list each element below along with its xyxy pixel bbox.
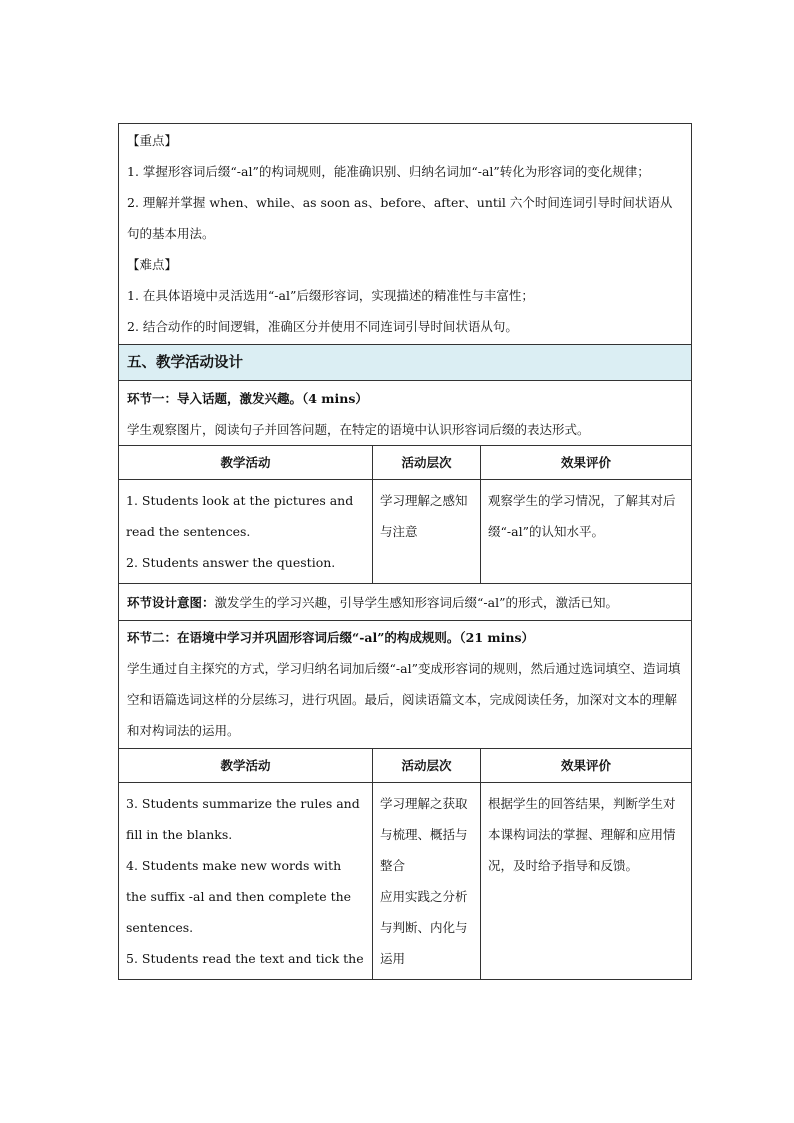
key-point-item: 1. 掌握形容词后缀“-al”的构词规则，能准确识别、归纳名词加“-al”转化为形容词的变化规律； (127, 164, 650, 179)
step1-intro (119, 380, 691, 445)
lesson-plan-table (118, 123, 692, 980)
activity-item: 1. Students look at the pictures and read the sentences. (126, 493, 354, 539)
key-point-item: 2. 理解并掌握 when、while、as soon as、before、after、until 六个时间连词引导时间状语从句的基本用法。 (127, 195, 673, 241)
intent-label: 环节设计意图： (127, 595, 215, 610)
step2-table-row (119, 782, 691, 979)
key-points-heading: 【重点】 (127, 133, 178, 148)
step1-level: 学习理解之感知与注意 (372, 480, 480, 583)
activity-item: 2. Students answer the question. (126, 555, 336, 570)
step2-intro (119, 620, 691, 748)
section-title: 五、教学活动设计 (119, 344, 691, 380)
key-points-block (119, 124, 691, 344)
header-level: 活动层次 (372, 446, 480, 479)
step1-table-row (119, 479, 691, 583)
step1-intent (119, 583, 691, 620)
activity-item: 4. Students make new words with the suffix -al and then complete the sentences. (126, 858, 352, 935)
level-item: 应用实践之分析与判断、内化与运用 (380, 889, 468, 966)
difficult-points-heading: 【难点】 (127, 257, 178, 272)
activity-item: 5. Students read the text and tick the (126, 951, 364, 966)
step1-description: 学生观察图片，阅读句子并回答问题，在特定的语境中认识形容词后缀的表达形式。 (127, 422, 590, 437)
header-activity: 教学活动 (220, 758, 271, 773)
difficult-point-item: 2. 结合动作的时间逻辑，准确区分并使用不同连词引导时间状语从句。 (127, 319, 518, 334)
header-evaluation: 效果评价 (480, 749, 691, 782)
step2-evaluation: 根据学生的回答结果，判断学生对本课构词法的掌握、理解和应用情况，及时给予指导和反馈。 (480, 783, 691, 979)
step2-title: 环节二：在语境中学习并巩固形容词后缀“-al”的构成规则。（21 mins） (127, 630, 535, 645)
difficult-point-item: 1. 在具体语境中灵活选用“-al”后缀形容词，实现描述的精准性与丰富性； (127, 288, 534, 303)
step2-level (372, 783, 480, 979)
step2-description: 学生通过自主探究的方式，学习归纳名词加后缀“-al”变成形容词的规则，然后通过选词填空、造词填空和语篇选词这样的分层练习，进行巩固。最后，阅读语篇文本，完成阅读任务，加深对文本的理解和对构词法的运用。 (127, 661, 681, 738)
step2-table-header (119, 748, 691, 782)
step1-table-header (119, 445, 691, 479)
header-level: 活动层次 (372, 749, 480, 782)
step1-evaluation: 观察学生的学习情况，了解其对后缀“-al”的认知水平。 (480, 480, 691, 583)
step2-activities (119, 783, 372, 979)
header-activity: 教学活动 (220, 455, 271, 470)
activity-item: 3. Students summarize the rules and fill in the blanks. (126, 796, 360, 842)
step1-title: 环节一：导入话题，激发兴趣。（4 mins） (127, 391, 368, 406)
level-item: 学习理解之获取与梳理、概括与整合 (380, 796, 468, 873)
step1-activities (119, 480, 372, 583)
header-evaluation: 效果评价 (480, 446, 691, 479)
intent-text: 激发学生的学习兴趣，引导学生感知形容词后缀“-al”的形式，激活已知。 (214, 595, 618, 610)
